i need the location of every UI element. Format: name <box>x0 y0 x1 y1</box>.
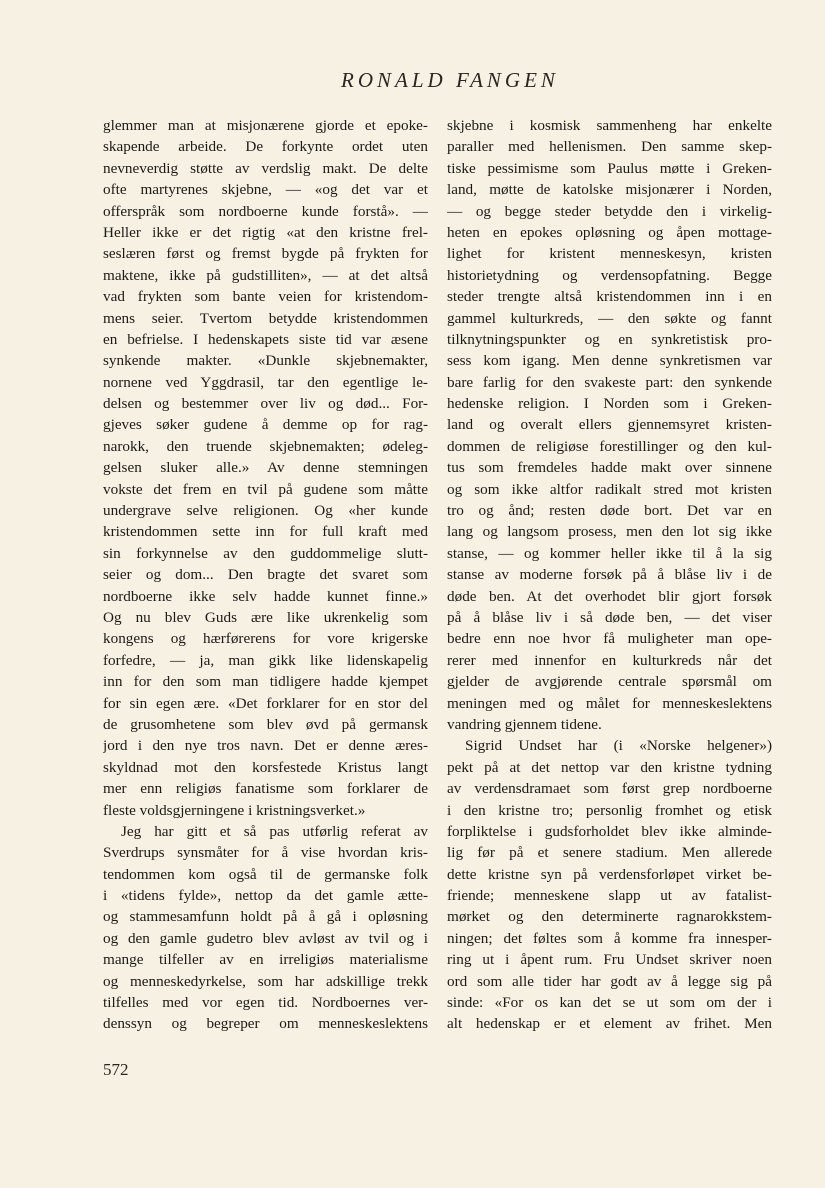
text-line: døde ben. At det overhodet blir gjort forsøk <box>447 587 772 605</box>
text-line: tilknytningspunkter og en synkretistisk pro- <box>447 330 772 348</box>
text-line: bare farlig for den svakeste part: den synkende <box>447 373 772 391</box>
text-line: seslæren først og fremst bygde på frykten for <box>103 245 428 263</box>
text-line: bedre enn noe hvor få muligheter man ope- <box>447 630 772 648</box>
text-line: mer enn religiøs fanatisme som forklarer de <box>103 780 428 798</box>
text-line: jord i den nye tros navn. Det er denne æres- <box>103 737 428 755</box>
text-line: i «tidens fylde», nettop da det gamle ætte- <box>103 887 428 905</box>
text-line: vad frykten som bante veien for kristendom- <box>103 288 428 306</box>
text-line: land og overalt ellers gjennemsyret kristen- <box>447 416 772 434</box>
text-line: denssyn og begreper om menneskeslektens <box>103 1015 428 1033</box>
text-line: gelsen sluker alle.» Av denne stemningen <box>103 459 428 477</box>
text-line: stanse av moderne forsøk på å blåse liv i de <box>447 566 772 584</box>
text-line: Sverdrups synsmåter for å vise hvordan kris- <box>103 844 428 862</box>
text-line: gammel kulturkreds, — den søkte og fannt <box>447 309 772 327</box>
text-line: Heller ikke er det rigtig «at den kristne frel- <box>103 223 428 241</box>
text-line: sess kom igang. Men denne synkretismen var <box>447 352 772 370</box>
text-line: av verdensdramaet som først grep nordboerne <box>447 780 772 798</box>
text-line: forpliktelse i gudsforholdet blev ikke alminde- <box>447 822 772 840</box>
text-line: sin forkynnelse av den guddommelige slutt- <box>103 544 428 562</box>
text-line: tro og ånd; resten døde bort. Det var en <box>447 502 772 520</box>
text-line: i den kristne tro; personlig fromhet og etisk <box>447 801 772 819</box>
text-line: stanse, — og kommer heller ikke til å la sig <box>447 544 772 562</box>
text-line: skyldnad mot den korsfestede Kristus langt <box>103 758 428 776</box>
text-line: tus som fremdeles hadde makt over sinnene <box>447 459 772 477</box>
text-line: gjelder de avgjørende centrale spørsmål om <box>447 673 772 691</box>
text-line: lang og langsom prosess, men den lot sig ikke <box>447 523 772 541</box>
left-column <box>103 115 428 1035</box>
text-line: synkende makter. «Dunkle skjebnemakter, <box>103 352 428 370</box>
text-line: nordboerne ikke selv hadde kunnet finne.» <box>103 587 428 605</box>
text-line: og stammesamfunn holdt på å gå i opløsning <box>103 908 428 926</box>
text-line: delsen og bestemmer over liv og død... For- <box>103 395 428 413</box>
text-line: og den gamle gudetro blev avløst av tvil og i <box>103 929 428 947</box>
text-line: seier og dom... Den bragte det svaret som <box>103 566 428 584</box>
text-line: — og begge steder betydde den i virkelig- <box>447 202 772 220</box>
text-line: nevneverdig støtte av verdslig makt. De delte <box>103 159 428 177</box>
text-line: paraller med hellenismen. Den samme skep- <box>447 138 772 156</box>
text-line: offerspråk som nordboerne kunde forstå». — <box>103 202 428 220</box>
text-line: gjeves søker gudene å demme op for rag- <box>103 416 428 434</box>
text-line: på å blåse liv i så døde ben, — det viser <box>447 608 772 626</box>
text-line: tilfelles med vor egen tid. Nordboernes ver- <box>103 994 428 1012</box>
text-line: heten en epokes opløsning og åpen mottage- <box>447 223 772 241</box>
text-line: hedenske religion. I Norden som i Greken- <box>447 395 772 413</box>
text-line: inn for den som man tidligere hadde kjempet <box>103 673 428 691</box>
text-line: dommen de religiøse forestillinger og den kul- <box>447 437 772 455</box>
text-line: mens seier. Tvertom betydde kristendommen <box>103 309 428 327</box>
text-line: lighet for kristent menneskesyn, kristen <box>447 245 772 263</box>
text-line: en befrielse. I hedenskapets siste tid var æsene <box>103 330 428 348</box>
text-line: vokste det frem en tvil på gudene som måtte <box>103 480 428 498</box>
text-line: forfedre, — ja, man gikk like lidenskapelig <box>103 651 428 669</box>
text-line: glemmer man at misjonærene gjorde et epoke- <box>103 117 428 134</box>
text-line: tendommen kom også til de germanske folk <box>103 865 428 883</box>
text-line: rerer med innenfor en kulturkreds når det <box>447 651 772 669</box>
text-line: land, møtte de katolske misjonærer i Norden, <box>447 181 772 199</box>
text-line: Jeg har gitt et så pas utførlig referat av <box>121 822 428 840</box>
text-line: Og nu blev Guds ære like ukrenkelig som <box>103 608 428 626</box>
text-line: ningen; det føltes som å komme fra innesper- <box>447 929 772 947</box>
text-line: undergrave selve religionen. Og «her kunde <box>103 502 428 520</box>
text-line: pekt på at det nettop var den kristne tydning <box>447 758 772 776</box>
text-line: ord som alle tider har godt av å legge sig på <box>447 972 772 990</box>
text-line: de grusomhetene som blev øvd på germansk <box>103 715 428 733</box>
text-line: vandring gjennem tidene. <box>447 715 602 733</box>
text-line: Sigrid Undset har (i «Norske helgener») <box>465 737 772 755</box>
page-number: 572 <box>103 1060 129 1079</box>
text-line: for sin egen ære. «Det forklarer for en stor del <box>103 694 428 712</box>
right-column <box>447 115 772 1035</box>
text-line: skapende arbeide. De forkynte ordet uten <box>103 138 428 156</box>
text-line: dette kristne syn på verdensforløpet virket be- <box>447 865 772 883</box>
text-line: tiske pessimisme som Paulus møtte i Greken- <box>447 159 772 177</box>
text-line: mange tilfeller av en irreligiøs materialisme <box>103 951 428 969</box>
text-line: kongens og hærførerens for vore krigerske <box>103 630 428 648</box>
text-line: lig før på et senere stadium. Men allerede <box>447 844 772 862</box>
text-line: fleste voldsgjerningene i kristningsverket.» <box>103 801 366 819</box>
text-line: ring ut i åpent rum. Fru Undset skriver noen <box>447 951 772 969</box>
text-line: maktene, ikke på gudstilliten», — at det altså <box>103 266 428 284</box>
running-head: RONALD FANGEN <box>341 68 559 92</box>
text-line: alt hedenskap er et element av frihet. Men <box>447 1015 772 1033</box>
text-line: og som ikke altfor radikalt stred mot kristen <box>447 480 772 498</box>
text-line: sinde: «For os kan det se ut som om der i <box>447 994 772 1012</box>
text-line: historietydning og verdensopfatning. Begge <box>447 266 772 284</box>
text-line: steder trengte altså kristendommen inn i en <box>447 288 772 306</box>
text-line: ofte martyrenes skjebne, — «og det var et <box>103 181 428 199</box>
text-line: mørket og den determinerte ragnarokkstem- <box>447 908 772 926</box>
text-line: skjebne i kosmisk sammenheng har enkelte <box>447 117 772 134</box>
text-line: og menneskedyrkelse, som har adskillige trekk <box>103 972 428 990</box>
text-line: kristendommen sette inn for full kraft med <box>103 523 428 541</box>
text-line: narokk, den truende skjebnemakten; ødeleg- <box>103 437 428 455</box>
text-line: friende; menneskene slapp ut av fatalist- <box>447 887 772 905</box>
text-line: nornene ved Yggdrasil, tar den egentlige le- <box>103 373 428 391</box>
text-line: meningen med og målet for menneskeslektens <box>447 694 772 712</box>
